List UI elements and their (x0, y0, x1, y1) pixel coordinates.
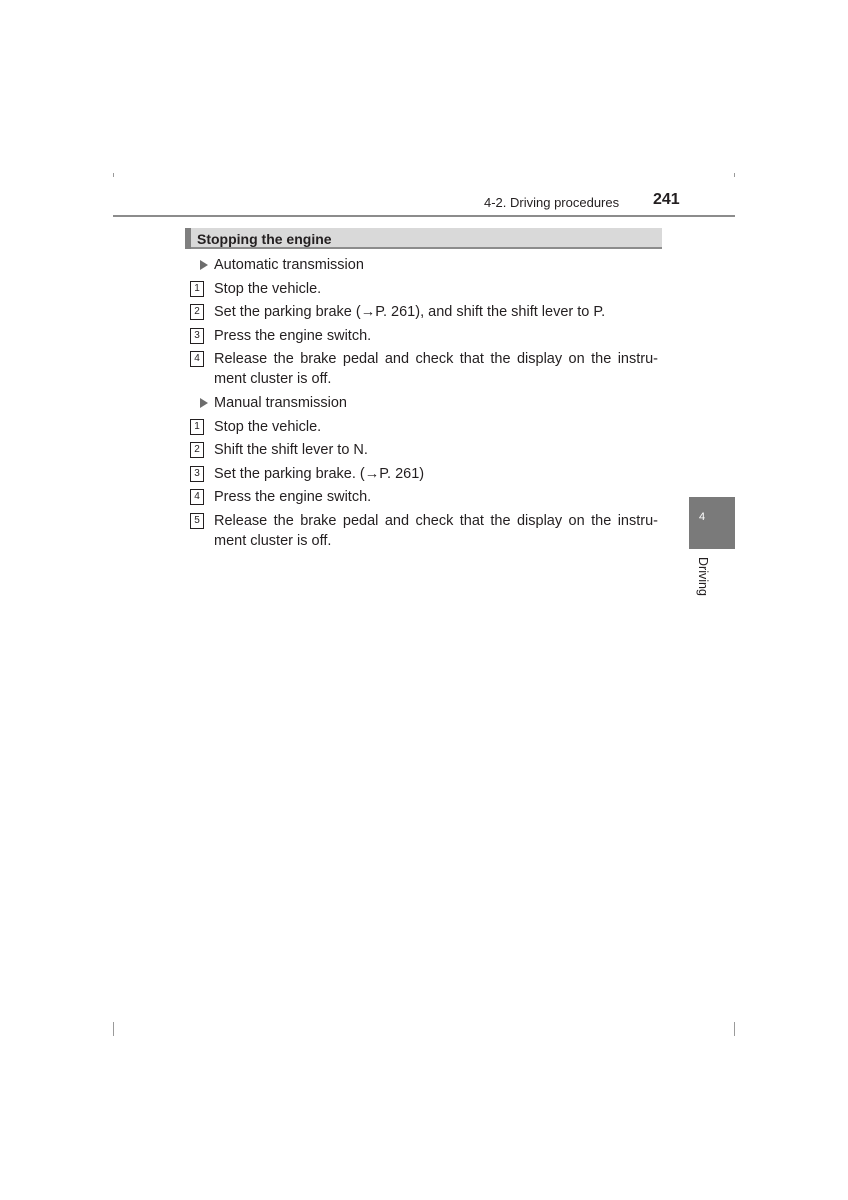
chapter-tab-number: 4 (699, 511, 706, 523)
step-number-box: 4 (190, 489, 204, 505)
step-text: Release the brake pedal and check that the display on the instru-ment cluster is off. (214, 351, 658, 388)
step-number-box: 3 (190, 328, 204, 344)
step-text: Press the engine switch. (214, 489, 372, 506)
step-text: Release the brake pedal and check that the display on the instru-ment cluster is off. (214, 512, 658, 549)
subheading-text: Automatic transmission (214, 257, 364, 273)
section-heading-bar (185, 228, 191, 249)
procedure-content (190, 255, 658, 555)
step-text: Press the engine switch. (214, 327, 372, 344)
step-item (190, 464, 658, 484)
step-number-box: 1 (190, 419, 204, 435)
step-item (190, 511, 658, 551)
step-item (190, 440, 658, 460)
step-text: Stop the vehicle. (214, 280, 322, 297)
subheading-automatic (190, 255, 658, 275)
section-heading (185, 228, 662, 249)
chapter-tab (689, 497, 735, 549)
subheading-manual (190, 393, 658, 413)
crop-mark-top-left (113, 173, 114, 177)
triangle-bullet-icon (200, 260, 208, 270)
page-number: 241 (653, 191, 680, 208)
step-number-box: 2 (190, 442, 204, 458)
triangle-bullet-icon (200, 398, 208, 408)
step-item (190, 417, 658, 437)
section-heading-text: Stopping the engine (197, 231, 332, 247)
chapter-tab-label: Driving (696, 557, 710, 596)
step-number-box: 2 (190, 304, 204, 320)
step-item (190, 302, 658, 322)
step-number-box: 3 (190, 466, 204, 482)
crop-mark-bottom-right (734, 1022, 735, 1036)
step-item (190, 326, 658, 346)
crop-mark-top-right (734, 173, 735, 177)
step-text: Shift the shift lever to N. (214, 442, 368, 459)
step-item (190, 279, 658, 299)
step-item (190, 487, 658, 507)
header-rule (113, 215, 735, 217)
crop-mark-bottom-left (113, 1022, 114, 1036)
step-text: Set the parking brake. (→P. 261) (214, 465, 425, 482)
step-text: Stop the vehicle. (214, 418, 322, 435)
step-number-box: 4 (190, 351, 204, 367)
step-number-box: 5 (190, 513, 204, 529)
step-text: Set the parking brake (→P. 261), and shift the shift lever to P. (214, 304, 606, 321)
subheading-text: Manual transmission (214, 394, 347, 411)
step-number-box: 1 (190, 281, 204, 297)
header-section-title: 4-2. Driving procedures (484, 195, 620, 210)
step-item (190, 349, 658, 389)
